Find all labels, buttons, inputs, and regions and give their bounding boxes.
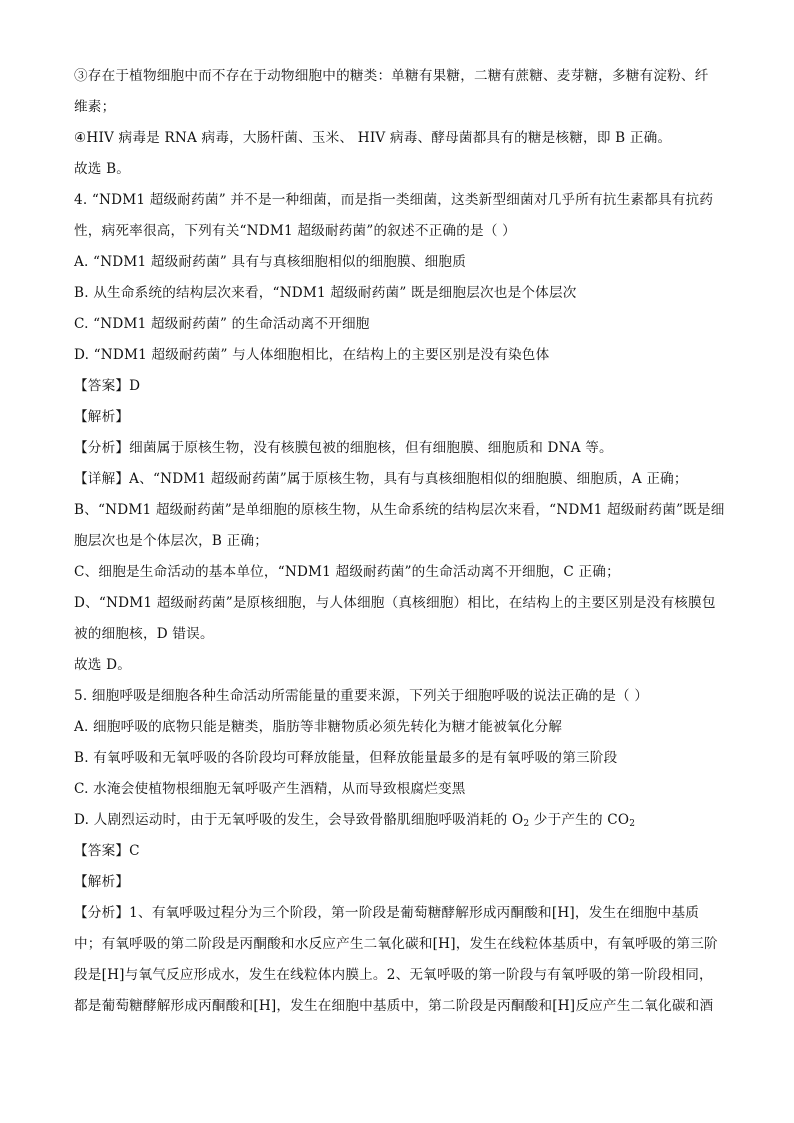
text-line: ③存在于植物细胞中而不存在于动物细胞中的糖类：单糖有果糖，二糖有蔗糖、麦芽糖，多糖有淀粉、纤 — [74, 68, 709, 84]
conclusion-text: 故选 D。 — [74, 657, 132, 673]
analysis-text: 段是[H]与氧气反应形成水，发生在线粒体内膜上。2、无氧呼吸的第一阶段与有氧呼吸的第一阶段相同， — [74, 967, 713, 983]
detail-text: 胞层次也是个体层次，B 正确； — [74, 533, 269, 549]
option-b: B. 有氧呼吸和无氧呼吸的各阶段均可释放能量，但释放能量最多的是有氧呼吸的第三阶段 — [74, 750, 618, 766]
detail-text: 被的细胞核，D 错误。 — [74, 626, 214, 642]
analysis-text: 都是葡萄糖酵解形成丙酮酸和[H]，发生在细胞中基质中，第二阶段是丙酮酸和[H]反应产生二氧化碳和酒 — [74, 998, 714, 1014]
option-c: C. 水淹会使植物根细胞无氧呼吸产生酒精，从而导致根腐烂变黑 — [74, 781, 466, 797]
option-c: C. “NDM1 超级耐药菌” 的生命活动离不开细胞 — [74, 316, 370, 332]
detail-text: C、细胞是生命活动的基本单位，“NDM1 超级耐药菌”的生命活动离不开细胞，C 正确； — [74, 564, 620, 580]
analysis-label: 【解析】 — [74, 409, 130, 425]
analysis-label: 【解析】 — [74, 874, 130, 890]
text-line: ④HIV 病毒是 RNA 病毒，大肠杆菌、玉米、 HIV 病毒、酵母菌都具有的糖是核糖，即 B 正确。 — [74, 130, 672, 146]
analysis-text: 【分析】细菌属于原核生物，没有核膜包被的细胞核，但有细胞膜、细胞质和 DNA 等。 — [74, 440, 613, 456]
answer-label: 【答案】D — [74, 378, 141, 394]
option-d-text: D. 人剧烈运动时，由于无氧呼吸的发生，会导致骨骼肌细胞呼吸消耗的 O — [74, 812, 524, 828]
answer-label: 【答案】C — [74, 843, 140, 859]
analysis-text: 中；有氧呼吸的第二阶段是丙酮酸和水反应产生二氧化碳和[H]，发生在线粒体基质中，有氧呼吸的第三阶 — [74, 936, 718, 952]
detail-text: B、“NDM1 超级耐药菌”是单细胞的原核生物，从生命系统的结构层次来看，“NDM1 超级耐药菌”既是细 — [74, 502, 725, 518]
question-5-stem: 5. 细胞呼吸是细胞各种生命活动所需能量的重要来源，下列关于细胞呼吸的说法正确的是（ ） — [74, 688, 649, 704]
subscript: 2 — [523, 819, 530, 829]
detail-text: D、“NDM1 超级耐药菌”是原核细胞，与人体细胞（真核细胞）相比，在结构上的主要区别是没有核膜包 — [74, 595, 716, 611]
detail-text: 【详解】A、“NDM1 超级耐药菌”属于原核生物，具有与真核细胞相似的细胞膜、细胞质，A 正确； — [74, 471, 688, 487]
option-a: A. “NDM1 超级耐药菌” 具有与真核细胞相似的细胞膜、细胞质 — [74, 254, 467, 270]
question-4-stem: 4. “NDM1 超级耐药菌” 并不是一种细菌，而是指一类细菌，这类新型细菌对几乎所有抗生素都具有抗药 — [74, 192, 714, 208]
option-d — [74, 810, 734, 830]
option-a: A. 细胞呼吸的底物只能是糖类，脂肪等非糖物质必须先转化为糖才能被氧化分解 — [74, 719, 563, 735]
question-4-stem: 性，病死率很高，下列有关“NDM1 超级耐药菌”的叙述不正确的是（ ） — [74, 223, 516, 239]
option-d-text: 少于产生的 CO — [529, 812, 630, 828]
analysis-text: 【分析】1、有氧呼吸过程分为三个阶段，第一阶段是葡萄糖酵解形成丙酮酸和[H]，发生在细胞中基质 — [74, 905, 700, 921]
text-line: 故选 B。 — [74, 161, 131, 177]
option-d: D. “NDM1 超级耐药菌” 与人体细胞相比，在结构上的主要区别是没有染色体 — [74, 347, 550, 363]
text-line: 维素； — [74, 99, 116, 115]
option-b: B. 从生命系统的结构层次来看，“NDM1 超级耐药菌” 既是细胞层次也是个体层次 — [74, 285, 577, 301]
subscript: 2 — [629, 819, 636, 829]
